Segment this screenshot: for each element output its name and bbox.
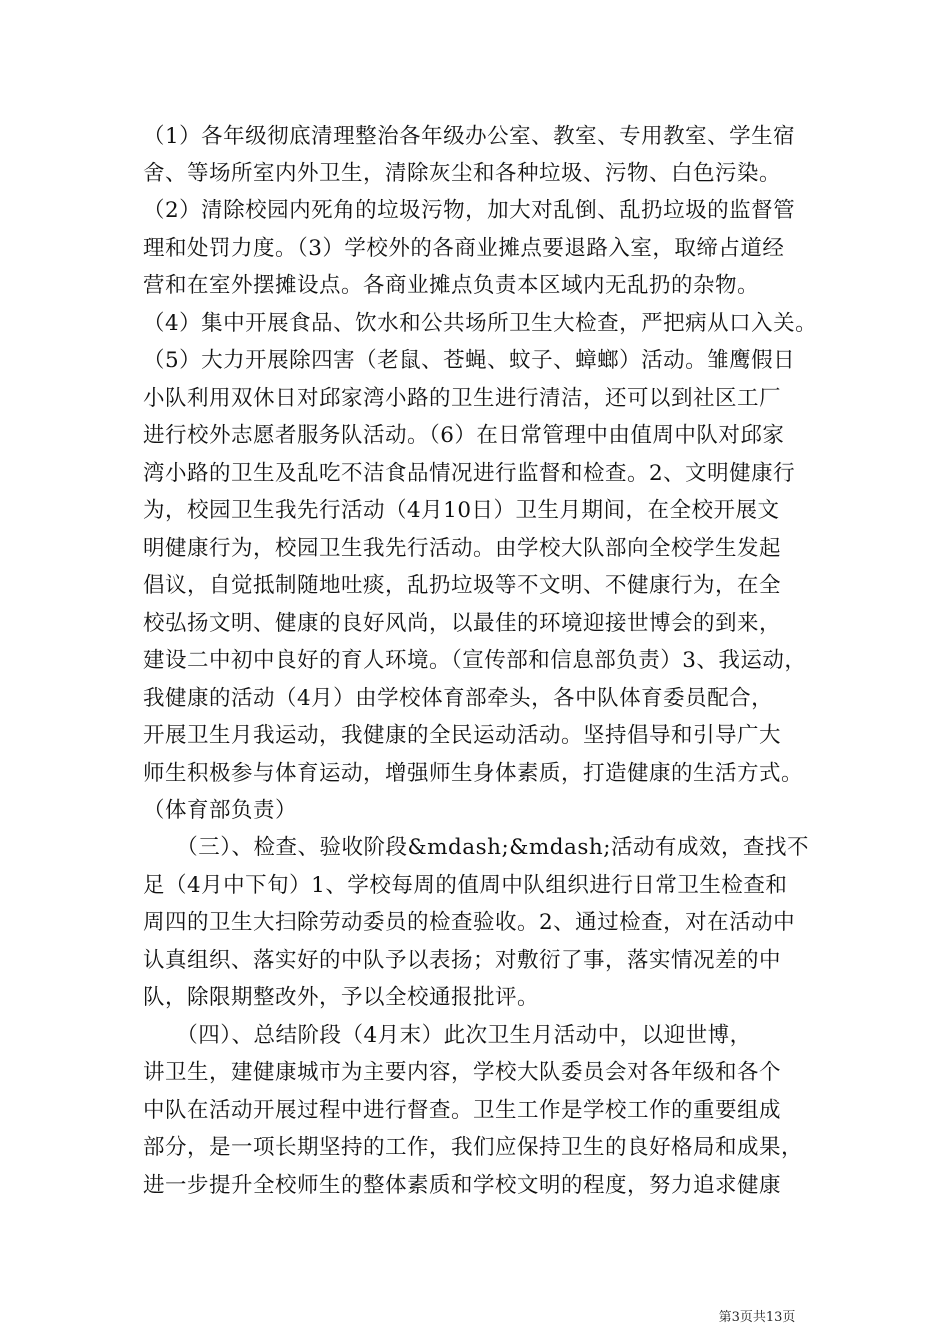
text-line: 湾小路的卫生及乱吃不洁食品情况进行监督和检查。2、文明健康行 — [143, 461, 796, 486]
text-line: 校弘扬文明、健康的良好风尚，以最佳的环境迎接世博会的到来， — [143, 611, 782, 636]
text-line: 中队在活动开展过程中进行督查。卫生工作是学校工作的重要组成 — [143, 1098, 782, 1123]
text-line: 营和在室外摆摊设点。各商业摊点负责本区域内无乱扔的杂物。 — [143, 273, 760, 298]
text-line: 理和处罚力度。（3）学校外的各商业摊点要退路入室，取缔占道经 — [143, 236, 785, 261]
text-line: （体育部负责） — [143, 798, 298, 823]
text-line: 进一步提升全校师生的整体素质和学校文明的程度，努力追求健康 — [143, 1173, 782, 1198]
page-footer — [0, 1306, 950, 1325]
text-line: （2）清除校园内死角的垃圾污物，加大对乱倒、乱扔垃圾的监督管 — [143, 198, 796, 223]
text-line: 小队利用双休日对邱家湾小路的卫生进行清洁，还可以到社区工厂 — [143, 386, 782, 411]
text-line: 周四的卫生大扫除劳动委员的检查验收。2、通过检查，对在活动中 — [143, 910, 796, 935]
text-line: 师生积极参与体育运动，增强师生身体素质，打造健康的生活方式。 — [143, 761, 804, 786]
text-line: 进行校外志愿者服务队活动。（6）在日常管理中由值周中队对邱家 — [143, 423, 785, 448]
text-line: 部分，是一项长期坚持的工作，我们应保持卫生的良好格局和成果， — [143, 1135, 804, 1160]
text-line: 倡议，自觉抵制随地吐痰，乱扔垃圾等不文明、不健康行为，在全 — [143, 573, 782, 598]
text-line: 为，校园卫生我先行活动（4月10日）卫生月期间，在全校开展文 — [143, 498, 780, 523]
text-line: 建设二中初中良好的育人环境。（宣传部和信息部负责）3、我运动， — [143, 648, 807, 673]
text-line: （5）大力开展除四害（老鼠、苍蝇、蚊子、蟑螂）活动。雏鹰假日 — [143, 348, 796, 373]
text-line: 讲卫生，建健康城市为主要内容，学校大队委员会对各年级和各个 — [143, 1060, 782, 1085]
text-line: 开展卫生月我运动，我健康的全民运动活动。坚持倡导和引导广大 — [143, 723, 782, 748]
text-line: （四）、总结阶段（4月末）此次卫生月活动中，以迎世博， — [143, 1023, 752, 1048]
text-line: 舍、等场所室内外卫生，清除灰尘和各种垃圾、污物、白色污染。 — [143, 161, 782, 186]
text-line: 足（4月中下旬）1、学校每周的值周中队组织进行日常卫生检查和 — [143, 873, 788, 898]
text-line: （4）集中开展食品、饮水和公共场所卫生大检查，严把病从口入关。 — [143, 311, 818, 336]
text-line: （三）、检查、验收阶段&mdash;&mdash;活动有成效，查找不 — [143, 835, 809, 860]
text-line: 我健康的活动（4月）由学校体育部牵头，各中队体育委员配合， — [143, 686, 774, 711]
text-line: 认真组织、落实好的中队予以表扬；对敷衍了事，落实情况差的中 — [143, 948, 782, 973]
text-line: 明健康行为，校园卫生我先行活动。由学校大队部向全校学生发起 — [143, 536, 782, 561]
page-number: 第3页共13页 — [718, 1310, 796, 1325]
text-line: （1）各年级彻底清理整治各年级办公室、教室、专用教室、学生宿 — [143, 124, 796, 149]
text-line: 队，除限期整改外，予以全校通报批评。 — [143, 985, 540, 1010]
